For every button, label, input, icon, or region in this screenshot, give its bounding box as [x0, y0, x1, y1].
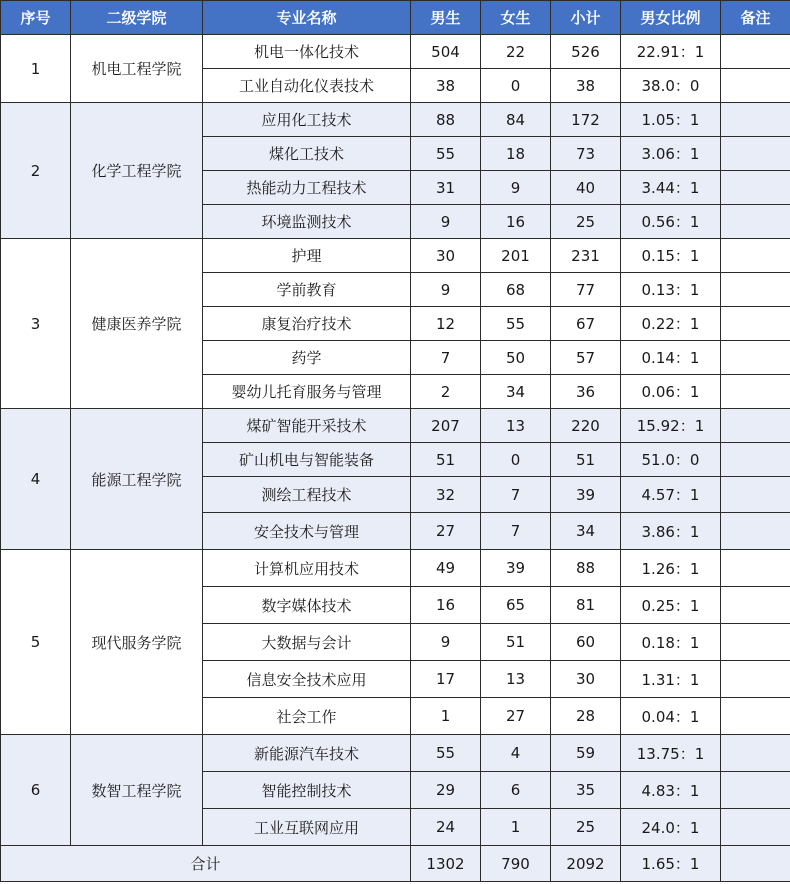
- cell-subtotal: 60: [551, 624, 621, 661]
- cell-male: 504: [411, 35, 481, 69]
- cell-male: 24: [411, 809, 481, 846]
- cell-major: 环境监测技术: [203, 205, 411, 239]
- cell-subtotal: 220: [551, 409, 621, 443]
- cell-ratio: 24.0：1: [621, 809, 721, 846]
- cell-female: 4: [481, 735, 551, 772]
- cell-male: 31: [411, 171, 481, 205]
- cell-major: 矿山机电与智能装备: [203, 443, 411, 477]
- cell-male: 2: [411, 375, 481, 409]
- cell-note: [721, 375, 790, 409]
- cell-subtotal: 526: [551, 35, 621, 69]
- cell-male: 9: [411, 205, 481, 239]
- cell-major: 婴幼儿托育服务与管理: [203, 375, 411, 409]
- cell-subtotal: 39: [551, 477, 621, 513]
- cell-note: [721, 341, 790, 375]
- table-row: [1, 550, 790, 587]
- header-major: 专业名称: [203, 1, 411, 35]
- total-male: 1302: [411, 846, 481, 882]
- cell-male: 55: [411, 137, 481, 171]
- cell-subtotal: 73: [551, 137, 621, 171]
- total-subtotal: 2092: [551, 846, 621, 882]
- cell-female: 7: [481, 513, 551, 550]
- cell-ratio: 0.56：1: [621, 205, 721, 239]
- cell-note: [721, 103, 790, 137]
- table-header: [1, 1, 790, 35]
- cell-female: 1: [481, 809, 551, 846]
- cell-no: 4: [1, 409, 71, 550]
- total-female: 790: [481, 846, 551, 882]
- cell-ratio: 0.25：1: [621, 587, 721, 624]
- cell-subtotal: 40: [551, 171, 621, 205]
- cell-male: 17: [411, 661, 481, 698]
- cell-subtotal: 59: [551, 735, 621, 772]
- cell-major: 应用化工技术: [203, 103, 411, 137]
- cell-major: 康复治疗技术: [203, 307, 411, 341]
- cell-subtotal: 25: [551, 205, 621, 239]
- cell-major: 热能动力工程技术: [203, 171, 411, 205]
- cell-female: 51: [481, 624, 551, 661]
- cell-major: 机电一体化技术: [203, 35, 411, 69]
- cell-male: 12: [411, 307, 481, 341]
- cell-female: 65: [481, 587, 551, 624]
- cell-no: 2: [1, 103, 71, 239]
- cell-female: 22: [481, 35, 551, 69]
- cell-note: [721, 477, 790, 513]
- cell-ratio: 0.15：1: [621, 239, 721, 273]
- cell-ratio: 3.44：1: [621, 171, 721, 205]
- cell-major: 计算机应用技术: [203, 550, 411, 587]
- cell-subtotal: 36: [551, 375, 621, 409]
- header-note: 备注: [721, 1, 790, 35]
- header-female: 女生: [481, 1, 551, 35]
- cell-major: 安全技术与管理: [203, 513, 411, 550]
- cell-female: 9: [481, 171, 551, 205]
- cell-female: 84: [481, 103, 551, 137]
- cell-ratio: 3.06：1: [621, 137, 721, 171]
- cell-male: 88: [411, 103, 481, 137]
- cell-female: 16: [481, 205, 551, 239]
- cell-male: 9: [411, 273, 481, 307]
- cell-college: 现代服务学院: [71, 550, 203, 735]
- cell-male: 207: [411, 409, 481, 443]
- cell-ratio: 0.13：1: [621, 273, 721, 307]
- cell-note: [721, 273, 790, 307]
- cell-note: [721, 239, 790, 273]
- cell-major: 信息安全技术应用: [203, 661, 411, 698]
- cell-subtotal: 77: [551, 273, 621, 307]
- header-ratio: 男女比例: [621, 1, 721, 35]
- cell-ratio: 1.26：1: [621, 550, 721, 587]
- header-no: 序号: [1, 1, 71, 35]
- cell-ratio: 1.31：1: [621, 661, 721, 698]
- cell-ratio: 0.14：1: [621, 341, 721, 375]
- cell-female: 13: [481, 661, 551, 698]
- table-row: [1, 735, 790, 772]
- cell-female: 0: [481, 69, 551, 103]
- cell-male: 55: [411, 735, 481, 772]
- cell-subtotal: 38: [551, 69, 621, 103]
- cell-note: [721, 443, 790, 477]
- cell-female: 18: [481, 137, 551, 171]
- cell-note: [721, 35, 790, 69]
- cell-ratio: 22.91：1: [621, 35, 721, 69]
- cell-male: 16: [411, 587, 481, 624]
- cell-major: 数字媒体技术: [203, 587, 411, 624]
- cell-college: 化学工程学院: [71, 103, 203, 239]
- cell-ratio: 3.86：1: [621, 513, 721, 550]
- cell-male: 9: [411, 624, 481, 661]
- cell-female: 50: [481, 341, 551, 375]
- cell-subtotal: 28: [551, 698, 621, 735]
- cell-female: 34: [481, 375, 551, 409]
- header-subtotal: 小计: [551, 1, 621, 35]
- cell-subtotal: 88: [551, 550, 621, 587]
- cell-ratio: 38.0：0: [621, 69, 721, 103]
- cell-subtotal: 25: [551, 809, 621, 846]
- cell-female: 27: [481, 698, 551, 735]
- cell-note: [721, 587, 790, 624]
- table-row: [1, 239, 790, 273]
- cell-ratio: 15.92：1: [621, 409, 721, 443]
- cell-ratio: 0.04：1: [621, 698, 721, 735]
- cell-ratio: 4.57：1: [621, 477, 721, 513]
- cell-note: [721, 809, 790, 846]
- cell-major: 护理: [203, 239, 411, 273]
- cell-note: [721, 409, 790, 443]
- cell-male: 27: [411, 513, 481, 550]
- table-row: [1, 409, 790, 443]
- cell-major: 社会工作: [203, 698, 411, 735]
- cell-female: 7: [481, 477, 551, 513]
- cell-male: 7: [411, 341, 481, 375]
- cell-male: 29: [411, 772, 481, 809]
- total-row: [1, 846, 790, 882]
- cell-subtotal: 67: [551, 307, 621, 341]
- cell-ratio: 0.18：1: [621, 624, 721, 661]
- cell-ratio: 51.0：0: [621, 443, 721, 477]
- cell-major: 测绘工程技术: [203, 477, 411, 513]
- cell-major: 工业自动化仪表技术: [203, 69, 411, 103]
- cell-male: 51: [411, 443, 481, 477]
- cell-subtotal: 172: [551, 103, 621, 137]
- cell-subtotal: 57: [551, 341, 621, 375]
- cell-ratio: 4.83：1: [621, 772, 721, 809]
- cell-male: 32: [411, 477, 481, 513]
- cell-note: [721, 661, 790, 698]
- cell-subtotal: 35: [551, 772, 621, 809]
- cell-note: [721, 698, 790, 735]
- table-row: [1, 35, 790, 69]
- cell-note: [721, 137, 790, 171]
- cell-ratio: 13.75：1: [621, 735, 721, 772]
- cell-college: 能源工程学院: [71, 409, 203, 550]
- cell-note: [721, 735, 790, 772]
- cell-college: 健康医养学院: [71, 239, 203, 409]
- cell-ratio: 1.05：1: [621, 103, 721, 137]
- cell-major: 智能控制技术: [203, 772, 411, 809]
- cell-female: 0: [481, 443, 551, 477]
- cell-major: 学前教育: [203, 273, 411, 307]
- cell-no: 1: [1, 35, 71, 103]
- cell-no: 3: [1, 239, 71, 409]
- total-label: 合计: [1, 846, 411, 882]
- cell-female: 68: [481, 273, 551, 307]
- header-college: 二级学院: [71, 1, 203, 35]
- cell-note: [721, 307, 790, 341]
- cell-note: [721, 513, 790, 550]
- cell-note: [721, 171, 790, 205]
- cell-female: 201: [481, 239, 551, 273]
- cell-ratio: 0.22：1: [621, 307, 721, 341]
- cell-no: 6: [1, 735, 71, 846]
- cell-female: 6: [481, 772, 551, 809]
- total-note: [721, 846, 790, 882]
- header-row: [1, 1, 790, 35]
- cell-subtotal: 30: [551, 661, 621, 698]
- table-row: [1, 103, 790, 137]
- cell-major: 大数据与会计: [203, 624, 411, 661]
- cell-subtotal: 81: [551, 587, 621, 624]
- cell-major: 煤化工技术: [203, 137, 411, 171]
- cell-ratio: 0.06：1: [621, 375, 721, 409]
- cell-male: 30: [411, 239, 481, 273]
- table-body: [1, 35, 790, 882]
- cell-college: 机电工程学院: [71, 35, 203, 103]
- cell-male: 1: [411, 698, 481, 735]
- cell-male: 49: [411, 550, 481, 587]
- cell-male: 38: [411, 69, 481, 103]
- cell-major: 工业互联网应用: [203, 809, 411, 846]
- header-male: 男生: [411, 1, 481, 35]
- cell-major: 药学: [203, 341, 411, 375]
- cell-subtotal: 34: [551, 513, 621, 550]
- cell-female: 13: [481, 409, 551, 443]
- cell-female: 55: [481, 307, 551, 341]
- cell-note: [721, 624, 790, 661]
- cell-major: 新能源汽车技术: [203, 735, 411, 772]
- cell-subtotal: 231: [551, 239, 621, 273]
- cell-note: [721, 550, 790, 587]
- cell-female: 39: [481, 550, 551, 587]
- cell-note: [721, 205, 790, 239]
- cell-no: 5: [1, 550, 71, 735]
- cell-college: 数智工程学院: [71, 735, 203, 846]
- cell-note: [721, 69, 790, 103]
- cell-major: 煤矿智能开采技术: [203, 409, 411, 443]
- total-ratio: 1.65：1: [621, 846, 721, 882]
- cell-subtotal: 51: [551, 443, 621, 477]
- cell-note: [721, 772, 790, 809]
